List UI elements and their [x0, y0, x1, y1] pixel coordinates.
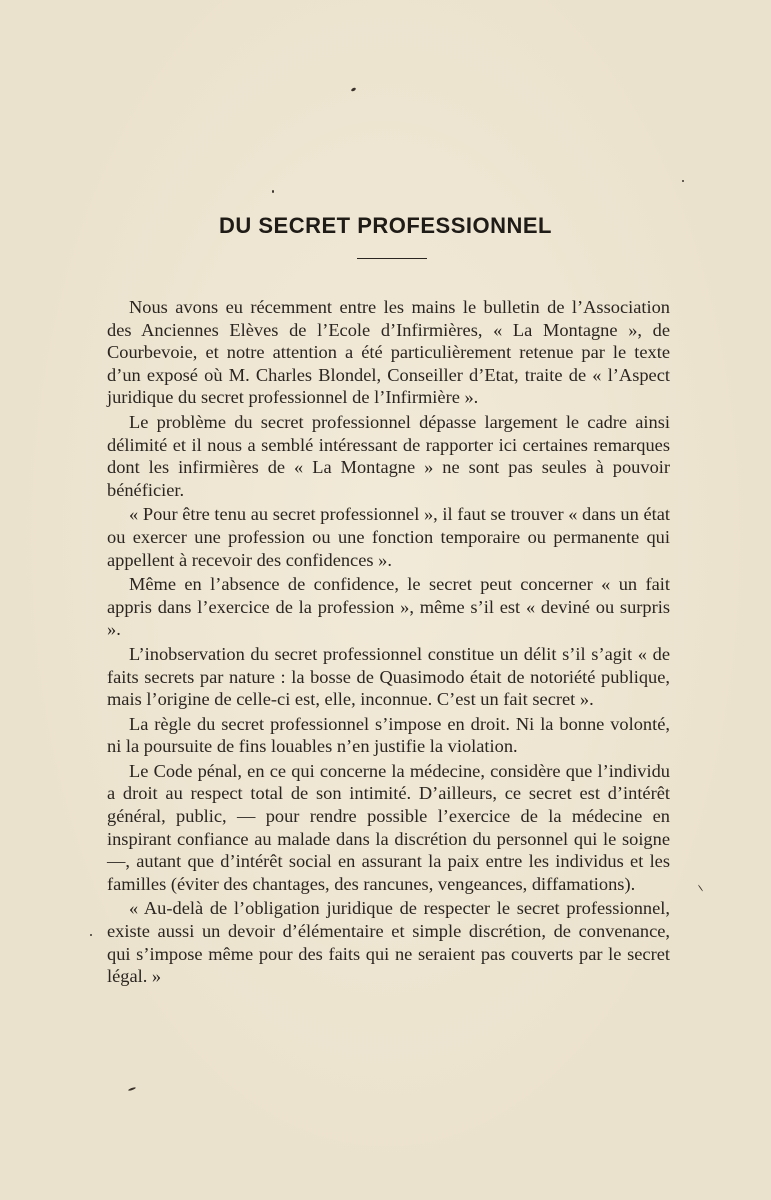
- title-rule: [357, 258, 427, 259]
- paragraph: « Pour être tenu au secret professionnel », il faut se trouver « dans un état ou exercer une profession ou une fonction temporaire ou permanente qui appellent à recevoir des confidences ».: [107, 504, 670, 570]
- page-title: DU SECRET PROFESSIONNEL: [219, 213, 552, 238]
- paper-speck: [351, 87, 357, 92]
- paragraph: Le Code pénal, en ce qui concerne la médecine, considère que l’individu a droit au respect total de son intimité. D’ailleurs, ce secret est d’intérêt général, public, — pour rendre possible l’exercice de la médecine en inspirant confiance au malade dans la discrétion du personnel qui le soigne —, autant que d’intérêt social en assurant la paix entre les individus et les familles (éviter des chantages, des rancunes, vengeances, diffamations).: [107, 760, 670, 894]
- paragraph: L’inobservation du secret professionnel constitue un délit s’il s’agit « de faits secrets par nature : la bosse de Quasimodo était de notoriété publique, mais l’origine de celle-ci est, elle, inconnue. C’est un fait secret ».: [107, 643, 670, 710]
- paragraph: La règle du secret professionnel s’impose en droit. Ni la bonne volonté, ni la poursuite de fins louables n’en justifie la violation.: [107, 713, 670, 757]
- paper-speck: [682, 180, 684, 182]
- paragraph: « Au-delà de l’obligation juridique de respecter le secret professionnel, existe aussi un devoir d’élémentaire et simple discrétion, de convenance, qui s’impose même pour des faits qui ne seraient pas couverts par le secret légal. »: [107, 898, 670, 987]
- paragraph: Le problème du secret professionnel dépasse largement le cadre ainsi délimité et il nous a semblé intéressant de rapporter ici certaines remarques dont les infirmières de « La Montagne » ne sont pas seules à pouvoir bénéficier.: [107, 411, 670, 500]
- article-body: [107, 296, 670, 990]
- paper-speck: [90, 934, 92, 936]
- paper-speck: [698, 884, 703, 891]
- paper-speck: [272, 190, 274, 193]
- paragraph: Nous avons eu récemment entre les mains le bulletin de l’Association des Anciennes Elèves de l’Ecole d’Infirmières, « La Montagne », de Courbevoie, et notre attention a été particulièrement retenue par le texte d’un exposé où M. Charles Blondel, Conseiller d’Etat, traite de « l’Aspect juridique du secret professionnel de l’Infirmière ».: [107, 297, 670, 408]
- paragraph: Même en l’absence de confidence, le secret peut concerner « un fait appris dans l’exercice de la profession », même s’il est « deviné ou surpris ».: [107, 574, 670, 640]
- paper-speck: [128, 1087, 136, 1092]
